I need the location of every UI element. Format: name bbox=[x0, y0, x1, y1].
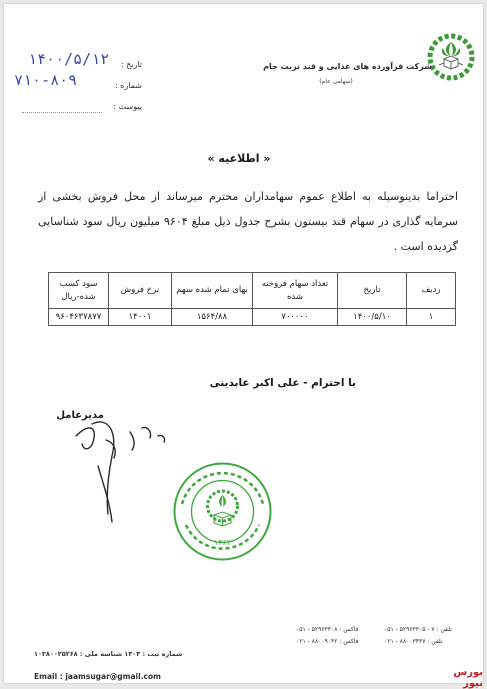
cell-sale-rate: ۱۴۰۰۱ bbox=[109, 309, 172, 326]
col-cost-price: بهای تمام شده سهم bbox=[172, 273, 253, 309]
cell-row-number: ۱ bbox=[407, 309, 456, 326]
attachment-line bbox=[22, 112, 102, 113]
table-header-row bbox=[49, 273, 456, 309]
footer-fax-1: فاکس : ۵۲۹۶۳۳۰۸ - ۰۵۱ bbox=[296, 626, 359, 633]
attachment-label: پیوست : bbox=[113, 102, 142, 111]
col-profit: سود کسب شده-ریال bbox=[49, 273, 109, 309]
company-stamp-icon bbox=[170, 459, 275, 564]
footer-registration: شماره ثبت : ۱۳۰۳ شناسه ملی : ۱۰۳۸۰۰۲۵۲۶۸ bbox=[34, 650, 183, 658]
letter-page bbox=[4, 4, 483, 689]
sales-table bbox=[48, 272, 456, 326]
table-row bbox=[49, 309, 456, 326]
col-row-number: ردیف bbox=[407, 273, 456, 309]
signer-role: مدیرعامل bbox=[56, 410, 104, 421]
date-label: تاریخ : bbox=[120, 60, 142, 69]
handwritten-number: ۷۱۰-۸۰۹ bbox=[14, 71, 78, 89]
notice-body: احتراما بدینوسیله به اطلاع عموم سهامداران محترم میرساند از محل فروش بخشی از سرمایه گذاری در سهام قند بیستون بشرح جدول ذیل مبلغ ۹۶۰۴ میلیون ریال سود شناسایی گردیده است . bbox=[38, 190, 459, 253]
company-name: شرکت فرآورده های غذایی و قند تربت جام bbox=[263, 62, 432, 71]
watermark-text: بورس نیوز bbox=[453, 667, 483, 689]
col-sale-rate: نرخ فروش bbox=[109, 273, 172, 309]
company-type: (سهامی عام) bbox=[319, 78, 353, 85]
col-date: تاریخ bbox=[338, 273, 407, 309]
handwritten-date: ۱۴۰۰/۵/۱۲ bbox=[28, 50, 110, 68]
footer-tel-1: تلفن : ۷ - ۵۲۹۶۳۳۰۵ - ۰۵۱ bbox=[384, 626, 452, 633]
stamp-year: ۱۳۶۲ bbox=[213, 538, 232, 547]
notice-title: « اطلاعیه » bbox=[207, 152, 271, 165]
cell-cost-price: ۱۵۶۴/۸۸ bbox=[172, 309, 253, 326]
cell-shares-sold: ۷۰۰۰۰۰ bbox=[253, 309, 338, 326]
footer-tel-2: تلفن : ۸۸۰۰۳۴۳۷ - ۰۲۱ bbox=[384, 638, 443, 645]
cell-profit: ۹۶۰۴۶۳۷۸۷۷ bbox=[49, 309, 109, 326]
number-label: شماره : bbox=[114, 81, 142, 90]
cell-date: ۱۴۰۰/۵/۱۰ bbox=[338, 309, 407, 326]
col-shares-sold: تعداد سهام فروخته شده bbox=[253, 273, 338, 309]
footer-email: Email : jaamsugar@gmail.com bbox=[34, 672, 161, 681]
company-logo-icon bbox=[426, 32, 476, 82]
closing-line: با احترام - علی اکبر عابدینی bbox=[209, 377, 356, 389]
signature-icon bbox=[68, 396, 178, 526]
footer-fax-2: فاکس : ۸۸۰۰۹۰۴۲ - ۰۲۱ bbox=[296, 638, 359, 645]
